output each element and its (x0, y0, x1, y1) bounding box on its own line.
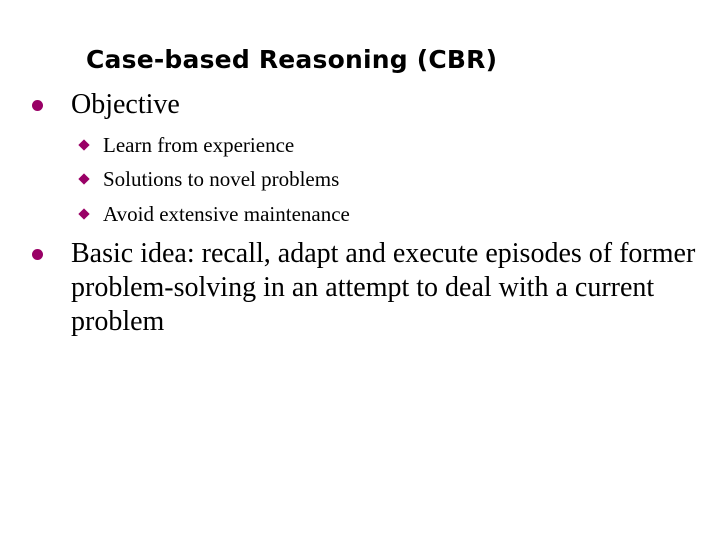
bullet-text: Basic idea: recall, adapt and execute episodes of former problem-solving in an attempt to deal with a current problem (71, 238, 696, 337)
slide-title: Case-based Reasoning (CBR) (86, 45, 498, 74)
round-bullet-icon (32, 100, 43, 111)
sub-bullet-text: Avoid extensive maintenance (103, 202, 350, 226)
sub-bullet-text: Learn from experience (103, 133, 295, 157)
diamond-bullet-icon (78, 139, 89, 150)
bullet-text: Objective (71, 89, 180, 120)
sub-bullet-text: Solutions to novel problems (103, 167, 340, 191)
diamond-bullet-icon (78, 173, 89, 184)
diamond-bullet-icon (78, 208, 89, 219)
round-bullet-icon (32, 249, 43, 260)
